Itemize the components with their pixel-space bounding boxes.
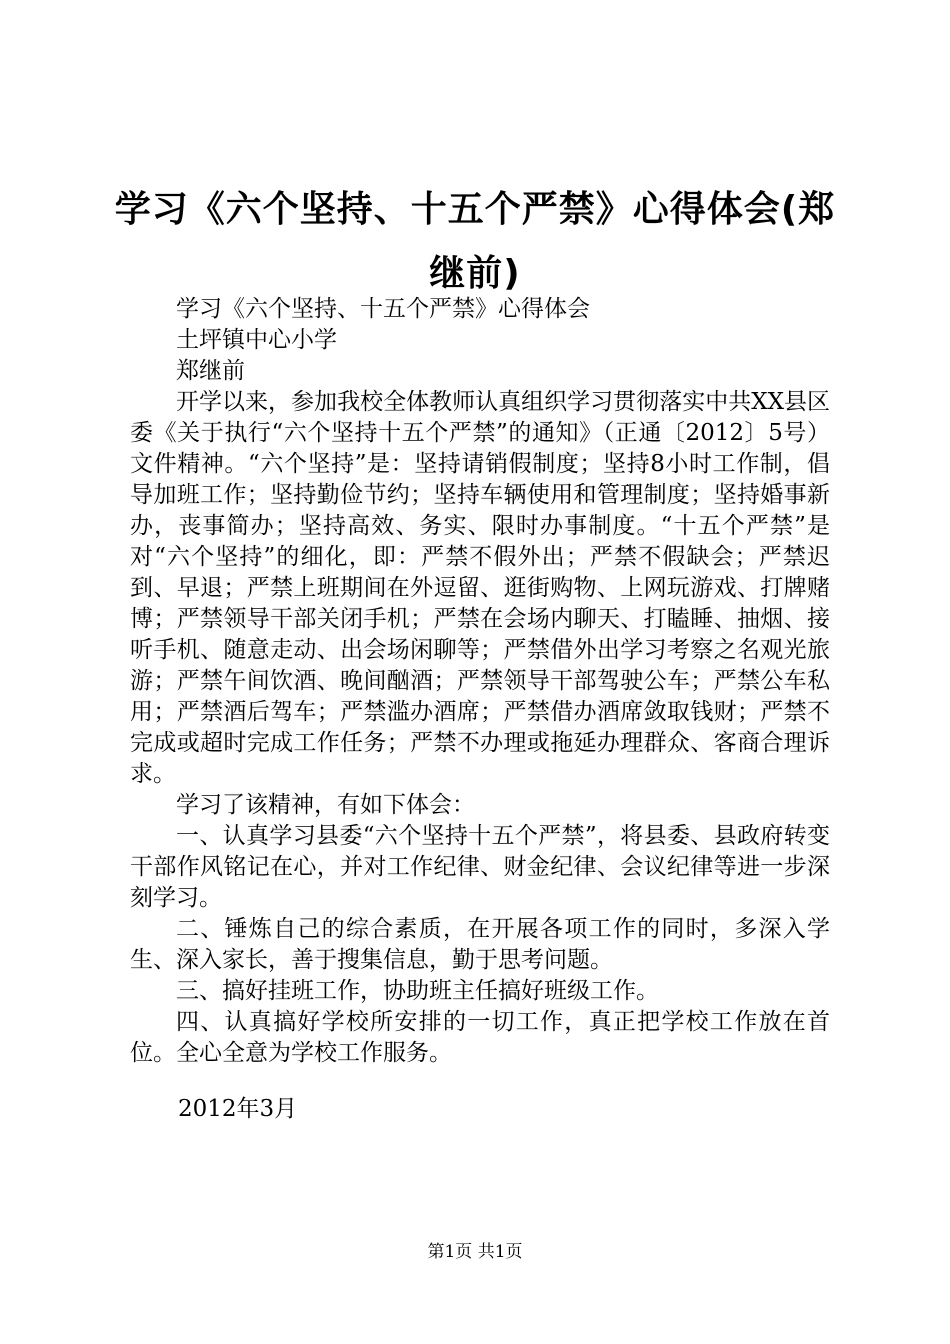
author-name: 郑继前: [176, 358, 245, 384]
body-paragraph: 一、认真学习县委“六个坚持十五个严禁”，将县委、县政府转变干部作风铭记在心，并对工作纪律、财金纪律、会议纪律等进一步深刻学习。: [130, 823, 830, 911]
subtitle: 学习《六个坚持、十五个严禁》心得体会: [176, 296, 590, 322]
document-body: [130, 294, 830, 1069]
body-paragraph: 开学以来，参加我校全体教师认真组织学习贯彻落实中共XX县区委《关于执行“六个坚持十五个严禁”的通知》（正通〔2012〕5号）文件精神。“六个坚持”是：坚持请销假制度；坚持8小时工作制，倡导加班工作；坚持勤俭节约；坚持车辆使用和管理制度；坚持婚事新办，丧事简办；坚持高效、务实、限时办事制度。“十五个严禁”是对“六个坚持”的细化，即：严禁不假外出；严禁不假缺会；严禁迟到、早退；严禁上班期间在外逗留、逛街购物、上网玩游戏、打牌赌博；严禁领导干部关闭手机；严禁在会场内聊天、打瞌睡、抽烟、接听手机、随意走动、出会场闲聊等；严禁借外出学习考察之名观光旅游；严禁午间饮酒、晚间酗酒；严禁领导干部驾驶公车；严禁公车私用；严禁酒后驾车；严禁滥办酒席；严禁借办酒席敛取钱财；严禁不完成或超时完成工作任务；严禁不办理或拖延办理群众、客商合理诉求。: [130, 389, 830, 787]
body-paragraph: 三、搞好挂班工作，协助班主任搞好班级工作。: [176, 978, 659, 1004]
document-date: 2012年3月: [178, 1096, 298, 1122]
body-paragraph: 学习了该精神，有如下体会：: [176, 792, 475, 818]
document-title: 学习《六个坚持、十五个严禁》心得体会(郑继前): [114, 189, 836, 294]
body-paragraph: 四、认真搞好学校所安排的一切工作，真正把学校工作放在首位。全心全意为学校工作服务。: [130, 1009, 830, 1066]
body-paragraph: 二、锤炼自己的综合素质，在开展各项工作的同时，多深入学生、深入家长，善于搜集信息，勤于思考问题。: [130, 916, 830, 973]
school-name: 土坪镇中心小学: [176, 327, 337, 353]
page-footer: 第1页 共1页: [427, 1242, 523, 1262]
